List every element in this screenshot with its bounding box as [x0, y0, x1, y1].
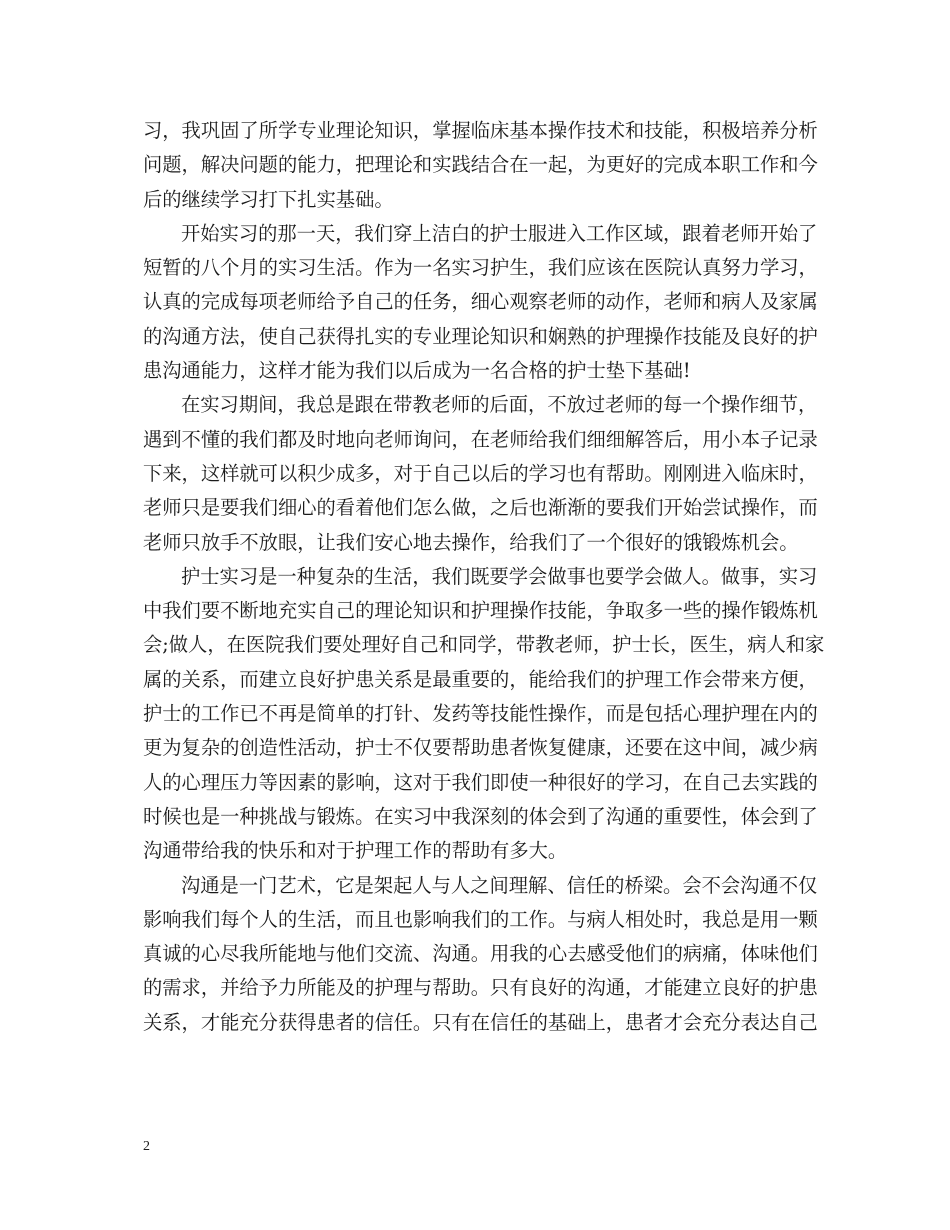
- text-line: 遇到不懂的我们都及时地向老师询问，在老师给我们细细解答后，用小本子记录: [143, 427, 818, 451]
- text-line: 会;做人，在医院我们要处理好自己和同学，带教老师，护士长，医生，病人和家: [143, 633, 825, 657]
- text-line: 的沟通方法，使自己获得扎实的专业理论知识和娴熟的护理操作技能及良好的护: [143, 324, 818, 348]
- text-line: 在实习期间，我总是跟在带教老师的后面，不放过老师的每一个操作细节，: [181, 393, 818, 417]
- text-line: 的需求，并给予力所能及的护理与帮助。只有良好的沟通，才能建立良好的护患: [143, 976, 818, 1000]
- text-line: 中我们要不断地充实自己的理论知识和护理操作技能，争取多一些的操作锻炼机: [143, 599, 818, 623]
- text-line: 护士实习是一种复杂的生活，我们既要学会做事也要学会做人。做事，实习: [181, 564, 818, 588]
- text-line: 后的继续学习打下扎实基础。: [143, 187, 394, 211]
- text-line: 习，我巩固了所学专业理论知识，掌握临床基本操作技术和技能，积极培养分析: [143, 119, 818, 142]
- text-line: 护士的工作已不再是简单的打针、发药等技能性操作，而是包括心理护理在内的: [143, 702, 818, 726]
- text-line: 老师只放手不放眼，让我们安心地去操作，给我们了一个很好的饿锻炼机会。: [143, 530, 799, 554]
- text-line: 开始实习的那一天，我们穿上洁白的护士服进入工作区域，跟着老师开始了: [181, 221, 818, 245]
- text-line: 属的关系，而建立良好护患关系是最重要的，能给我们的护理工作会带来方便，: [143, 667, 818, 691]
- text-line: 短暂的八个月的实习生活。作为一名实习护生，我们应该在医院认真努力学习，: [143, 256, 818, 280]
- text-line: 认真的完成每项老师给予自己的任务，细心观察老师的动作，老师和病人及家属: [143, 290, 818, 314]
- body-text: [143, 114, 825, 1040]
- text-line: 老师只是要我们细心的看着他们怎么做，之后也渐渐的要我们开始尝试操作，而: [143, 496, 818, 520]
- text-line: 沟通是一门艺术，它是架起人与人之间理解、信任的桥梁。会不会沟通不仅: [181, 873, 818, 897]
- text-line: 真诚的心尽我所能地与他们交流、沟通。用我的心去感受他们的病痛，体味他们: [143, 942, 818, 966]
- text-line: 更为复杂的创造性活动，护士不仅要帮助患者恢复健康，还要在这中间，减少病: [143, 736, 818, 760]
- page-number: 2: [143, 1139, 150, 1154]
- text-line: 关系，才能充分获得患者的信任。只有在信任的基础上，患者才会充分表达自己: [143, 1010, 818, 1034]
- text-line: 沟通带给我的快乐和对于护理工作的帮助有多大。: [143, 839, 568, 863]
- text-line: 时候也是一种挑战与锻炼。在实习中我深刻的体会到了沟通的重要性，体会到了: [143, 804, 818, 828]
- text-line: 人的心理压力等因素的影响，这对于我们即使一种很好的学习，在自己去实践的: [143, 770, 818, 794]
- text-line: 影响我们每个人的生活，而且也影响我们的工作。与病人相处时，我总是用一颗: [143, 907, 818, 931]
- text-line: 下来，这样就可以积少成多，对于自己以后的学习也有帮助。刚刚进入临床时，: [143, 461, 818, 485]
- text-line: 患沟通能力，这样才能为我们以后成为一名合格的护士垫下基础!: [143, 359, 691, 383]
- text-line: 问题，解决问题的能力，把理论和实践结合在一起，为更好的完成本职工作和今: [143, 153, 818, 177]
